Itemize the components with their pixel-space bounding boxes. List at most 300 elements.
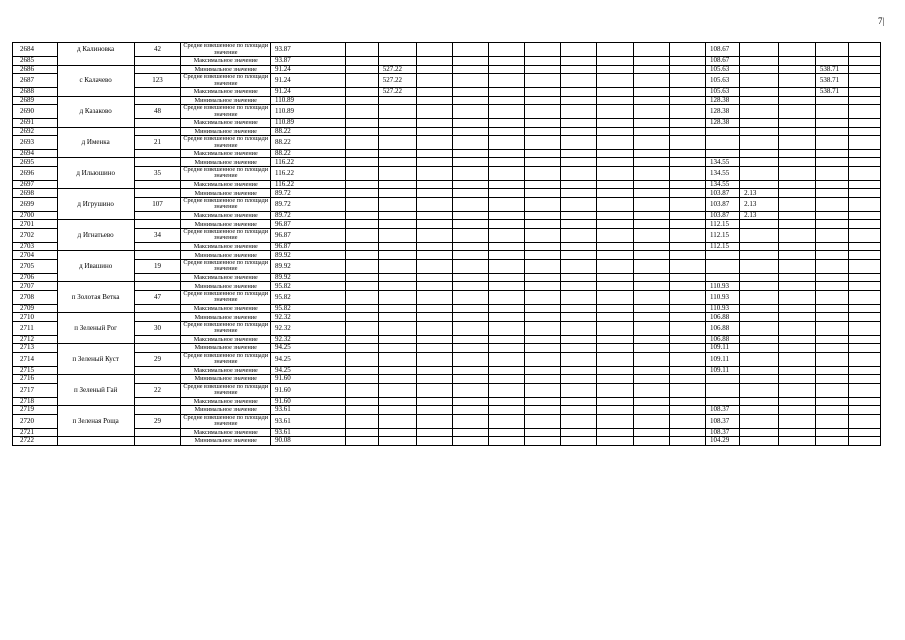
population-cell: [134, 119, 181, 127]
value-cell: [561, 189, 597, 197]
row-number: 2716: [13, 375, 58, 383]
value-cell: [597, 189, 633, 197]
value-cell: 103.87: [706, 197, 740, 211]
value-type-label: Средне взвешенное по площади значение: [181, 414, 271, 428]
value-cell: [597, 406, 633, 414]
value-cell: [488, 150, 524, 158]
value-cell: [740, 344, 778, 352]
value-cell: 110.93: [706, 304, 740, 312]
value-cell: [669, 181, 705, 189]
row-number: 2693: [13, 135, 58, 149]
value-type-label: Средне взвешенное по площади значение: [181, 43, 271, 57]
value-cell: [848, 181, 880, 189]
value-cell: 105.63: [706, 73, 740, 87]
row-number: 2689: [13, 96, 58, 104]
row-number: 2685: [13, 57, 58, 65]
value-cell: [417, 104, 453, 118]
value-cell: [561, 406, 597, 414]
value-cell: [345, 43, 378, 57]
value-cell: [740, 273, 778, 281]
value-cell: [815, 273, 848, 281]
row-number: 2697: [13, 181, 58, 189]
value-cell: [740, 397, 778, 405]
value-cell: [815, 366, 848, 374]
value-cell: [740, 127, 778, 135]
value-type-label: Средне взвешенное по площади значение: [181, 383, 271, 397]
table-row: [13, 197, 881, 211]
settlement-cell: п Зеленый Куст: [57, 352, 134, 366]
value-cell: [345, 127, 378, 135]
value-cell: [345, 335, 378, 343]
population-cell: [134, 65, 181, 73]
value-cell: [561, 304, 597, 312]
row-number: 2687: [13, 73, 58, 87]
value-cell: [453, 135, 488, 149]
value-cell: [848, 304, 880, 312]
value-type-label: Средне взвешенное по площади значение: [181, 228, 271, 242]
value-cell: 89.92: [271, 273, 346, 281]
value-type-label: Максимальное значение: [181, 243, 271, 251]
value-cell: 103.87: [706, 189, 740, 197]
population-cell: [134, 220, 181, 228]
value-cell: [778, 65, 815, 73]
value-cell: 88.22: [271, 135, 346, 149]
value-cell: [488, 304, 524, 312]
value-cell: [597, 243, 633, 251]
value-type-label: Минимальное значение: [181, 406, 271, 414]
value-cell: [778, 313, 815, 321]
value-cell: [848, 428, 880, 436]
settlement-cell: [57, 437, 134, 445]
settlement-cell: п Золотая Ветка: [57, 290, 134, 304]
value-cell: 93.61: [271, 414, 346, 428]
data-table: [12, 42, 881, 446]
value-type-label: Максимальное значение: [181, 366, 271, 374]
table-row: [13, 73, 881, 87]
row-number: 2713: [13, 344, 58, 352]
value-cell: [669, 259, 705, 273]
value-cell: [453, 88, 488, 96]
value-cell: [417, 383, 453, 397]
value-cell: [524, 273, 560, 281]
value-cell: 93.61: [271, 406, 346, 414]
row-number: 2701: [13, 220, 58, 228]
value-cell: [345, 414, 378, 428]
value-cell: [815, 375, 848, 383]
table-row: [13, 212, 881, 220]
value-cell: [417, 313, 453, 321]
value-cell: [778, 366, 815, 374]
value-cell: [740, 437, 778, 445]
table-row: [13, 158, 881, 166]
value-cell: [778, 189, 815, 197]
value-cell: [669, 375, 705, 383]
value-cell: [778, 119, 815, 127]
value-cell: [453, 352, 488, 366]
value-cell: [633, 189, 669, 197]
value-cell: [740, 290, 778, 304]
value-type-label: Средне взвешенное по площади значение: [181, 73, 271, 87]
value-cell: [633, 104, 669, 118]
value-cell: [669, 437, 705, 445]
value-cell: [417, 397, 453, 405]
value-cell: [597, 304, 633, 312]
value-cell: [706, 251, 740, 259]
row-number: 2690: [13, 104, 58, 118]
value-cell: [633, 96, 669, 104]
value-cell: [488, 366, 524, 374]
value-cell: [633, 158, 669, 166]
value-cell: [378, 189, 416, 197]
value-cell: 105.63: [706, 88, 740, 96]
value-cell: 89.72: [271, 189, 346, 197]
value-cell: [524, 158, 560, 166]
settlement-cell: д Игрушино: [57, 197, 134, 211]
value-cell: [378, 383, 416, 397]
value-cell: [378, 57, 416, 65]
row-number: 2688: [13, 88, 58, 96]
value-cell: [453, 251, 488, 259]
value-cell: [597, 366, 633, 374]
value-cell: [345, 57, 378, 65]
value-cell: [345, 135, 378, 149]
row-number: 2715: [13, 366, 58, 374]
value-cell: [740, 158, 778, 166]
value-cell: [453, 414, 488, 428]
value-cell: 108.67: [706, 43, 740, 57]
value-cell: [453, 428, 488, 436]
settlement-cell: [57, 189, 134, 197]
value-cell: [848, 73, 880, 87]
value-cell: [561, 352, 597, 366]
table-row: [13, 428, 881, 436]
value-cell: [633, 65, 669, 73]
value-cell: 96.87: [271, 228, 346, 242]
value-cell: [378, 158, 416, 166]
value-cell: [669, 251, 705, 259]
value-cell: 89.92: [271, 259, 346, 273]
value-cell: [597, 65, 633, 73]
value-cell: [488, 220, 524, 228]
value-cell: [453, 158, 488, 166]
value-cell: [345, 304, 378, 312]
value-cell: [561, 158, 597, 166]
value-cell: [524, 119, 560, 127]
table-row: [13, 313, 881, 321]
value-cell: [669, 243, 705, 251]
value-cell: 108.37: [706, 414, 740, 428]
value-cell: 92.32: [271, 335, 346, 343]
value-cell: [669, 127, 705, 135]
settlement-cell: д Ильюшино: [57, 166, 134, 180]
value-cell: [378, 414, 416, 428]
value-cell: [488, 437, 524, 445]
value-cell: [597, 127, 633, 135]
value-cell: [706, 135, 740, 149]
value-cell: [815, 428, 848, 436]
row-number: 2702: [13, 228, 58, 242]
row-number: 2719: [13, 406, 58, 414]
settlement-cell: [57, 428, 134, 436]
value-cell: [345, 397, 378, 405]
value-type-label: Минимальное значение: [181, 65, 271, 73]
row-number: 2691: [13, 119, 58, 127]
value-cell: [778, 406, 815, 414]
value-cell: [815, 321, 848, 335]
value-cell: [706, 259, 740, 273]
value-cell: 95.82: [271, 290, 346, 304]
value-cell: [740, 414, 778, 428]
value-cell: [561, 212, 597, 220]
value-cell: [597, 135, 633, 149]
value-cell: [417, 406, 453, 414]
value-cell: 110.89: [271, 119, 346, 127]
row-number: 2709: [13, 304, 58, 312]
table-row: [13, 43, 881, 57]
value-cell: [524, 197, 560, 211]
value-cell: [417, 251, 453, 259]
value-cell: [378, 150, 416, 158]
value-cell: 116.22: [271, 166, 346, 180]
value-cell: [778, 273, 815, 281]
value-cell: 94.25: [271, 344, 346, 352]
value-cell: [740, 135, 778, 149]
value-cell: [417, 228, 453, 242]
table-row: [13, 397, 881, 405]
value-cell: [778, 96, 815, 104]
value-cell: [453, 335, 488, 343]
value-cell: [740, 96, 778, 104]
value-cell: [378, 119, 416, 127]
value-cell: [740, 321, 778, 335]
value-cell: [778, 282, 815, 290]
row-number: 2695: [13, 158, 58, 166]
value-cell: [345, 437, 378, 445]
table-row: [13, 220, 881, 228]
value-cell: 109.11: [706, 344, 740, 352]
value-cell: [669, 158, 705, 166]
value-cell: [778, 397, 815, 405]
table-row: [13, 290, 881, 304]
value-cell: [597, 57, 633, 65]
population-cell: [134, 304, 181, 312]
value-cell: 538.71: [815, 73, 848, 87]
table-row: [13, 96, 881, 104]
value-cell: [378, 352, 416, 366]
population-cell: 48: [134, 104, 181, 118]
value-cell: [669, 220, 705, 228]
value-cell: [453, 259, 488, 273]
settlement-cell: д Калиновка: [57, 43, 134, 57]
value-cell: [633, 43, 669, 57]
value-cell: [597, 104, 633, 118]
row-number: 2694: [13, 150, 58, 158]
value-cell: [345, 88, 378, 96]
settlement-cell: д Именка: [57, 135, 134, 149]
settlement-cell: [57, 212, 134, 220]
table-row: [13, 273, 881, 281]
value-cell: [633, 259, 669, 273]
value-cell: [778, 375, 815, 383]
value-cell: [669, 383, 705, 397]
value-cell: [848, 397, 880, 405]
value-cell: [669, 282, 705, 290]
value-cell: [524, 437, 560, 445]
population-cell: [134, 212, 181, 220]
value-cell: 128.38: [706, 96, 740, 104]
value-cell: [815, 304, 848, 312]
value-cell: [669, 397, 705, 405]
value-cell: [345, 243, 378, 251]
value-cell: [778, 104, 815, 118]
value-cell: [453, 73, 488, 87]
value-cell: [561, 104, 597, 118]
value-cell: [669, 414, 705, 428]
value-cell: [815, 104, 848, 118]
value-cell: [345, 197, 378, 211]
value-cell: [815, 96, 848, 104]
value-cell: [453, 243, 488, 251]
value-cell: [524, 335, 560, 343]
value-cell: [453, 43, 488, 57]
value-cell: [633, 197, 669, 211]
value-cell: [633, 119, 669, 127]
value-cell: [669, 352, 705, 366]
value-cell: [669, 228, 705, 242]
value-cell: [453, 57, 488, 65]
value-cell: [417, 414, 453, 428]
value-cell: [740, 73, 778, 87]
value-cell: [740, 43, 778, 57]
value-cell: [848, 437, 880, 445]
value-cell: 2.13: [740, 197, 778, 211]
value-cell: [740, 375, 778, 383]
value-cell: [453, 282, 488, 290]
value-cell: [848, 243, 880, 251]
value-type-label: Максимальное значение: [181, 119, 271, 127]
table-row: [13, 65, 881, 73]
value-cell: 89.72: [271, 212, 346, 220]
value-type-label: Максимальное значение: [181, 304, 271, 312]
value-cell: [524, 135, 560, 149]
value-cell: [815, 282, 848, 290]
value-cell: [417, 73, 453, 87]
value-cell: [488, 189, 524, 197]
table-row: [13, 228, 881, 242]
row-number: 2718: [13, 397, 58, 405]
value-cell: [633, 181, 669, 189]
value-cell: [378, 304, 416, 312]
value-cell: [848, 220, 880, 228]
value-cell: [815, 406, 848, 414]
value-cell: [561, 228, 597, 242]
value-cell: [488, 135, 524, 149]
population-cell: [134, 88, 181, 96]
value-cell: [815, 181, 848, 189]
value-cell: [345, 352, 378, 366]
value-cell: [488, 119, 524, 127]
value-cell: [417, 335, 453, 343]
value-cell: [597, 158, 633, 166]
value-cell: [378, 43, 416, 57]
row-number: 2711: [13, 321, 58, 335]
population-cell: 29: [134, 352, 181, 366]
population-cell: [134, 243, 181, 251]
value-cell: [848, 158, 880, 166]
value-cell: [740, 406, 778, 414]
value-cell: [848, 344, 880, 352]
value-cell: [561, 181, 597, 189]
value-cell: 105.63: [706, 65, 740, 73]
value-cell: [561, 290, 597, 304]
value-type-label: Максимальное значение: [181, 181, 271, 189]
value-cell: [706, 273, 740, 281]
value-cell: [633, 335, 669, 343]
value-cell: [633, 375, 669, 383]
value-cell: [815, 397, 848, 405]
value-cell: [453, 366, 488, 374]
value-cell: [524, 220, 560, 228]
table-row: [13, 189, 881, 197]
value-cell: [848, 135, 880, 149]
value-cell: [740, 383, 778, 397]
value-cell: [815, 119, 848, 127]
value-cell: [848, 88, 880, 96]
value-cell: [417, 119, 453, 127]
value-cell: [669, 104, 705, 118]
table-row: [13, 127, 881, 135]
value-cell: [778, 73, 815, 87]
value-cell: [488, 397, 524, 405]
value-cell: [488, 383, 524, 397]
value-cell: [417, 127, 453, 135]
value-cell: 2.13: [740, 189, 778, 197]
value-cell: [633, 228, 669, 242]
value-cell: [740, 65, 778, 73]
table-row: [13, 366, 881, 374]
table-row: [13, 259, 881, 273]
value-cell: [597, 397, 633, 405]
row-number: 2717: [13, 383, 58, 397]
value-cell: [815, 197, 848, 211]
value-cell: [524, 397, 560, 405]
population-cell: 22: [134, 383, 181, 397]
value-cell: [633, 397, 669, 405]
row-number: 2710: [13, 313, 58, 321]
value-cell: [417, 220, 453, 228]
value-cell: [633, 344, 669, 352]
value-cell: 112.15: [706, 220, 740, 228]
value-cell: [453, 150, 488, 158]
value-cell: [524, 251, 560, 259]
value-cell: [488, 406, 524, 414]
value-cell: [453, 321, 488, 335]
value-cell: [815, 344, 848, 352]
value-cell: [740, 352, 778, 366]
settlement-cell: с Калачево: [57, 73, 134, 87]
table-body: [13, 43, 881, 446]
value-cell: 112.15: [706, 228, 740, 242]
value-cell: 94.25: [271, 366, 346, 374]
value-cell: [524, 43, 560, 57]
value-cell: [815, 335, 848, 343]
table-row: [13, 344, 881, 352]
value-cell: 91.24: [271, 73, 346, 87]
value-cell: [815, 220, 848, 228]
value-cell: [524, 313, 560, 321]
value-cell: [633, 127, 669, 135]
value-cell: [669, 304, 705, 312]
